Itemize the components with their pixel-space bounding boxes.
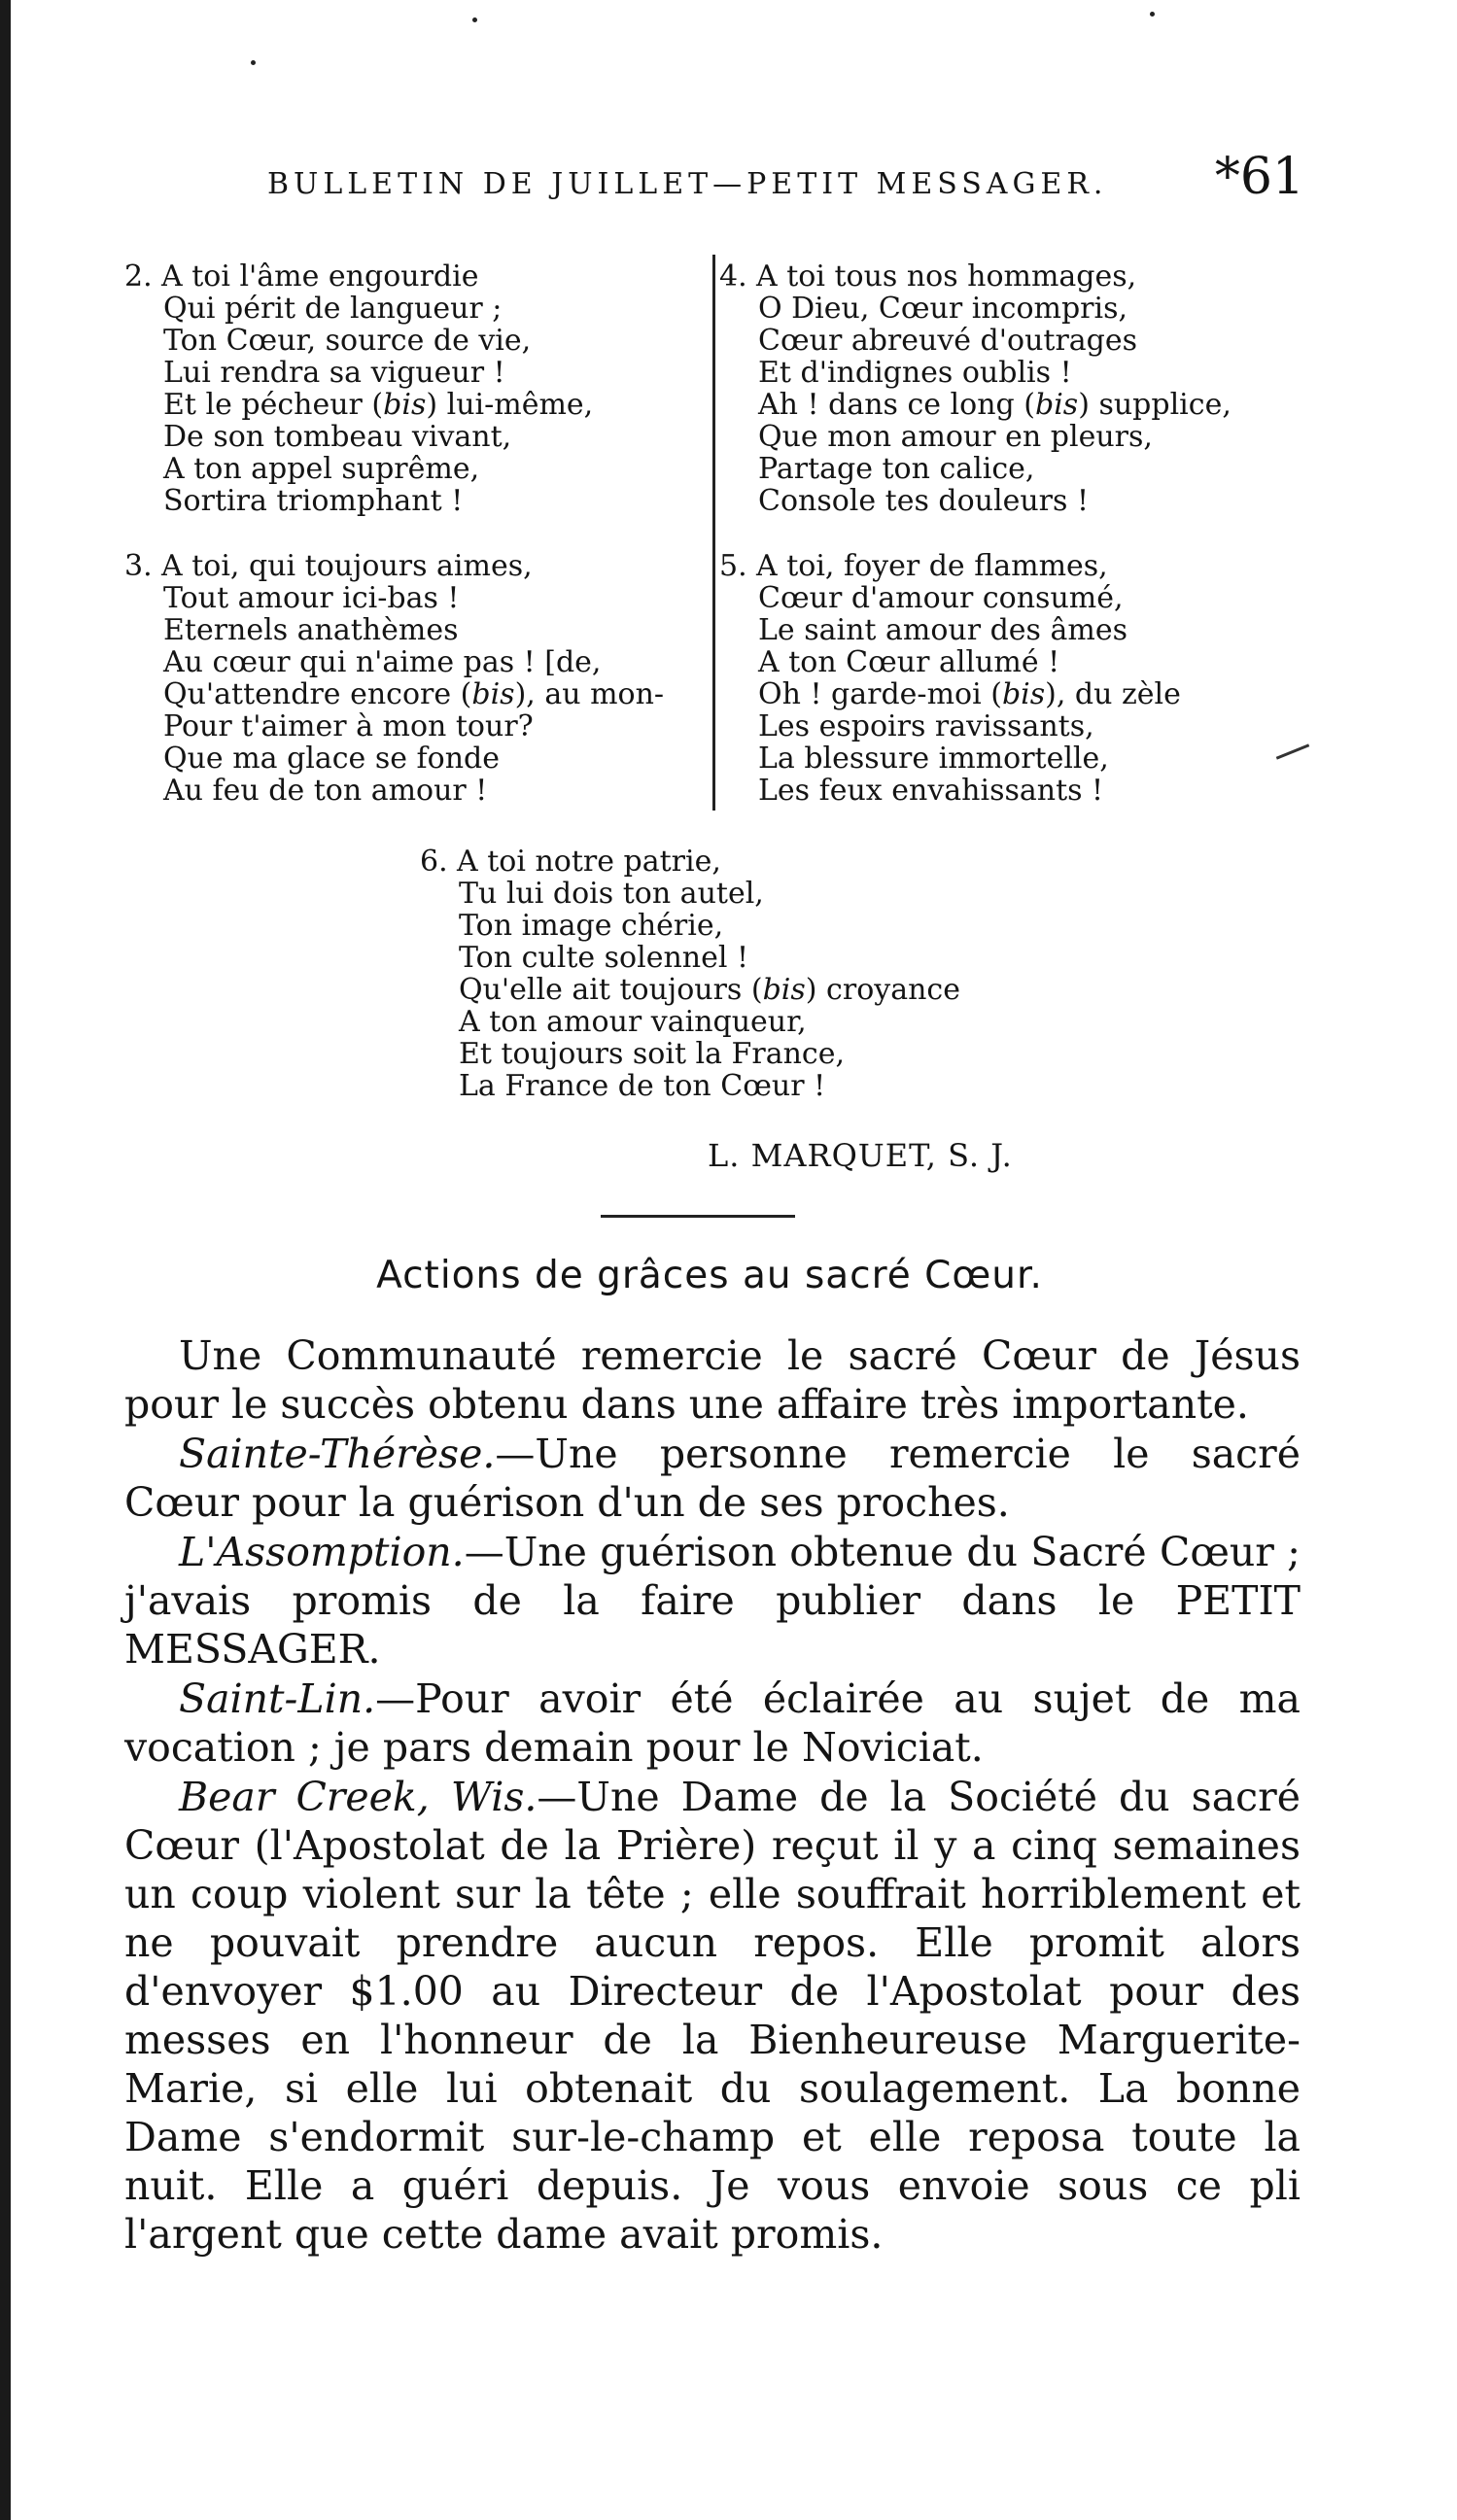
stanza-line: Qu'elle ait toujours (bis) croyance (459, 973, 960, 1007)
bis-mark: bis (383, 388, 427, 422)
thanks-paragraph (124, 1773, 1301, 2259)
stanza-line-text: A toi notre patrie, (457, 845, 721, 879)
stanza-number: 6. (420, 845, 448, 879)
paragraph-text: —Pour avoir été éclairée au sujet de ma vocation ; je pars demain pour le Noviciat. (124, 1675, 1301, 1771)
column-divider (712, 255, 715, 811)
stanza-number: 2. (124, 259, 153, 293)
stanza-line: Oh ! garde-moi (bis), du zèle (758, 677, 1181, 711)
stanza-6 (420, 846, 960, 1102)
stanza-line: Au feu de ton amour ! (163, 774, 488, 808)
stanza-line: Console tes douleurs ! (758, 484, 1090, 518)
page-number: *61 (1214, 148, 1304, 206)
print-speck (1150, 12, 1155, 17)
section-body (124, 1331, 1301, 2260)
stanza-line: Lui rendra sa vigueur ! (163, 356, 505, 390)
stanza-line: La blessure immortelle, (758, 742, 1109, 776)
stanza-line: Que mon amour en pleurs, (758, 420, 1153, 454)
stanza-line-text: A toi, foyer de flammes, (756, 549, 1108, 583)
stanza-2 (124, 260, 593, 517)
stanza-3 (124, 550, 664, 807)
paragraph-text: Une Communauté remercie le sacré Cœur de Jésus pour le succès obtenu dans une affaire très importante. (124, 1332, 1301, 1428)
stanza-line: Ton Cœur, source de vie, (163, 324, 532, 358)
stanza-line: Ah ! dans ce long (bis) supplice, (758, 388, 1232, 422)
stanza-line: O Dieu, Cœur incompris, (758, 292, 1128, 326)
stanza-line: Ton image chérie, (459, 909, 724, 943)
paragraph-text: —Une Dame de la Société du sacré Cœur (l'Apostolat de la Prière) reçut il y a cinq semaines un coup violent sur la tête ; elle souffrait horriblement et ne pouvait prendre aucun repos. Elle promit alors d'envoyer $1.00 au Directeur de l'Apostolat pour des messes en l'honneur de la Bienheureuse Marguerite-Marie, si elle lui obtenait du soulagement. La bonne Dame s'endormit sur-le-champ et elle reposa toute la nuit. Elle a guéri depuis. Je vous envoie sous ce pli l'argent que cette dame avait promis. (124, 1774, 1301, 2258)
stanza-line: Eternels anathèmes (163, 613, 459, 647)
stanza-line: Tout amour ici-bas ! (163, 581, 460, 615)
paragraph-text: —Une guérison obtenue du Sacré Cœur ; j'avais promis de la faire publier dans le (124, 1529, 1301, 1624)
publication-name: PETIT MESSAGER. (124, 1577, 1301, 1673)
stanza-line: Qui périt de langueur ; (163, 292, 503, 326)
stanza-4 (719, 260, 1232, 517)
stanza-line: Pour t'aimer à mon tour? (163, 709, 534, 743)
stanza-5 (719, 550, 1181, 807)
bis-mark: bis (1035, 388, 1079, 422)
stanza-line: Et d'indignes oublis ! (758, 356, 1072, 390)
print-speck (251, 60, 256, 65)
stanza-line: A ton amour vainqueur, (459, 1005, 807, 1039)
bis-mark: bis (762, 973, 806, 1007)
thanks-paragraph (124, 1331, 1301, 1429)
thanks-paragraph (124, 1528, 1301, 1674)
hymn-signature: L. MARQUET, S. J. (708, 1137, 1013, 1174)
print-speck (472, 17, 477, 22)
stanza-number: 3. (124, 549, 153, 583)
stanza-line (719, 260, 1232, 293)
stanza-line (719, 550, 1181, 582)
stanza-line: Les espoirs ravissants, (758, 709, 1094, 743)
stanza-line: Les feux envahissants ! (758, 774, 1104, 808)
section-separator (601, 1215, 795, 1218)
stanza-line: Cœur d'amour consumé, (758, 581, 1124, 615)
stanza-line: De son tombeau vivant, (163, 420, 512, 454)
stanza-line-text: A toi l'âme engourdie (161, 259, 479, 293)
section-title: Actions de grâces au sacré Cœur. (376, 1254, 1043, 1297)
stanza-number: 5. (719, 549, 747, 583)
page-binding-edge (0, 0, 11, 2520)
place-name: L'Assomption. (179, 1529, 465, 1575)
stanza-line: Et le pécheur (bis) lui-même, (163, 388, 594, 422)
place-name: Bear Creek, Wis. (179, 1774, 538, 1820)
stanza-line: A ton Cœur allumé ! (758, 645, 1060, 679)
stanza-line: Partage ton calice, (758, 452, 1035, 486)
place-name: Sainte-Thérèse. (179, 1431, 496, 1477)
stanza-line: Ton culte solennel ! (459, 941, 749, 975)
place-name: Saint-Lin. (179, 1675, 376, 1722)
thanks-paragraph (124, 1430, 1301, 1527)
paragraph-text: —Une personne remercie le sacré Cœur pour la guérison d'un de ses proches. (124, 1431, 1301, 1526)
stanza-line (124, 260, 593, 293)
stanza-line: Au cœur qui n'aime pas ! [de, (163, 645, 602, 679)
stanza-line: Que ma glace se fonde (163, 742, 500, 776)
thanks-paragraph (124, 1674, 1301, 1772)
bis-mark: bis (1001, 677, 1046, 711)
stanza-line: Sortira triomphant ! (163, 484, 464, 518)
stanza-line: Tu lui dois ton autel, (459, 877, 764, 911)
stanza-line: La France de ton Cœur ! (459, 1069, 826, 1103)
page-header (194, 148, 1312, 206)
stanza-line (124, 550, 664, 582)
stanza-line-text: A toi tous nos hommages, (756, 259, 1137, 293)
stanza-number: 4. (719, 259, 747, 293)
stanza-line: A ton appel suprême, (163, 452, 480, 486)
stanza-line: Et toujours soit la France, (459, 1037, 846, 1071)
margin-tick (1276, 743, 1310, 759)
stanza-line (420, 846, 960, 878)
stanza-line: Cœur abreuvé d'outrages (758, 324, 1138, 358)
stanza-line-text: A toi, qui toujours aimes, (161, 549, 533, 583)
stanza-line: Qu'attendre encore (bis), au mon- (163, 677, 665, 711)
running-head: BULLETIN DE JUILLET—PETIT MESSAGER. (267, 167, 1108, 201)
bis-mark: bis (471, 677, 515, 711)
stanza-line: Le saint amour des âmes (758, 613, 1127, 647)
